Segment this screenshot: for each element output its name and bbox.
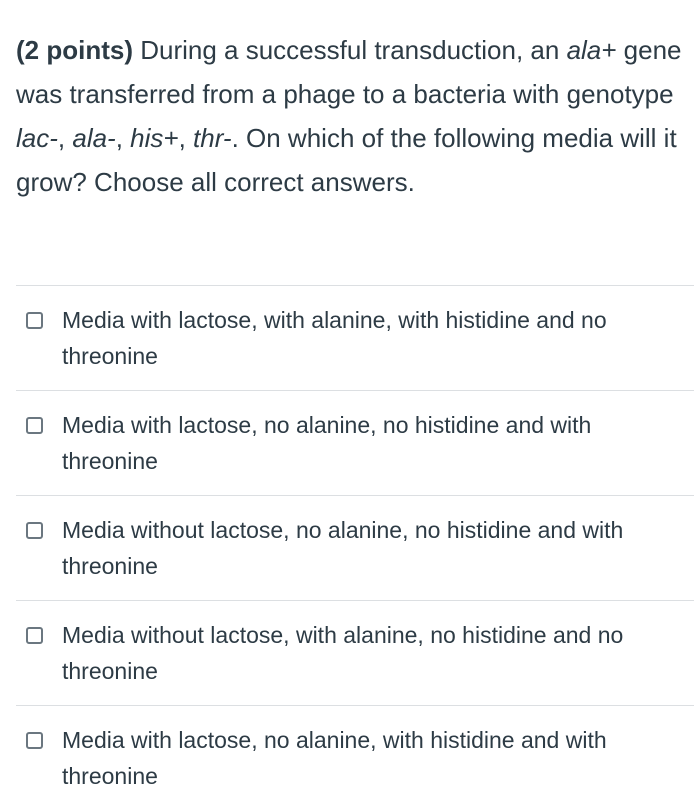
checkbox[interactable] — [26, 732, 43, 749]
question-points: (2 points) — [16, 35, 133, 65]
answer-label: Media with lactose, with alanine, with histidine and no threonine — [62, 307, 607, 369]
checkbox[interactable] — [26, 627, 43, 644]
genotype-lac: lac- — [16, 123, 58, 153]
answer-option-5[interactable] — [16, 705, 694, 810]
answer-option-3[interactable] — [16, 495, 694, 600]
answer-label: Media with lactose, no alanine, no histidine and with threonine — [62, 412, 592, 474]
answer-option-4[interactable] — [16, 600, 694, 705]
answer-option-1[interactable] — [16, 285, 694, 390]
answer-option-2[interactable] — [16, 390, 694, 495]
checkbox[interactable] — [26, 522, 43, 539]
genotype-separator: , — [57, 123, 73, 153]
genotype-separator: , — [178, 123, 194, 153]
genotype-ala: ala- — [72, 123, 116, 153]
genotype-separator: , — [115, 123, 131, 153]
genotype-thr: thr- — [193, 123, 232, 153]
question-text-part: . On which of the following media will it grow? Choose all correct answers. — [16, 123, 677, 197]
checkbox[interactable] — [26, 312, 43, 329]
answer-label: Media without lactose, with alanine, no histidine and no threonine — [62, 622, 624, 684]
gene-name: ala+ — [566, 35, 617, 65]
checkbox[interactable] — [26, 417, 43, 434]
genotype-his: his+ — [130, 123, 179, 153]
answer-label: Media without lactose, no alanine, no histidine and with threonine — [62, 517, 624, 579]
question-text-part: gene was transferred from a phage to a bacteria with genotype — [16, 35, 682, 109]
question-text — [16, 28, 686, 204]
answer-label: Media with lactose, no alanine, with histidine and with threonine — [62, 727, 607, 789]
question-text-part: During a successful transduction, an — [133, 35, 567, 65]
answer-list — [16, 285, 694, 810]
